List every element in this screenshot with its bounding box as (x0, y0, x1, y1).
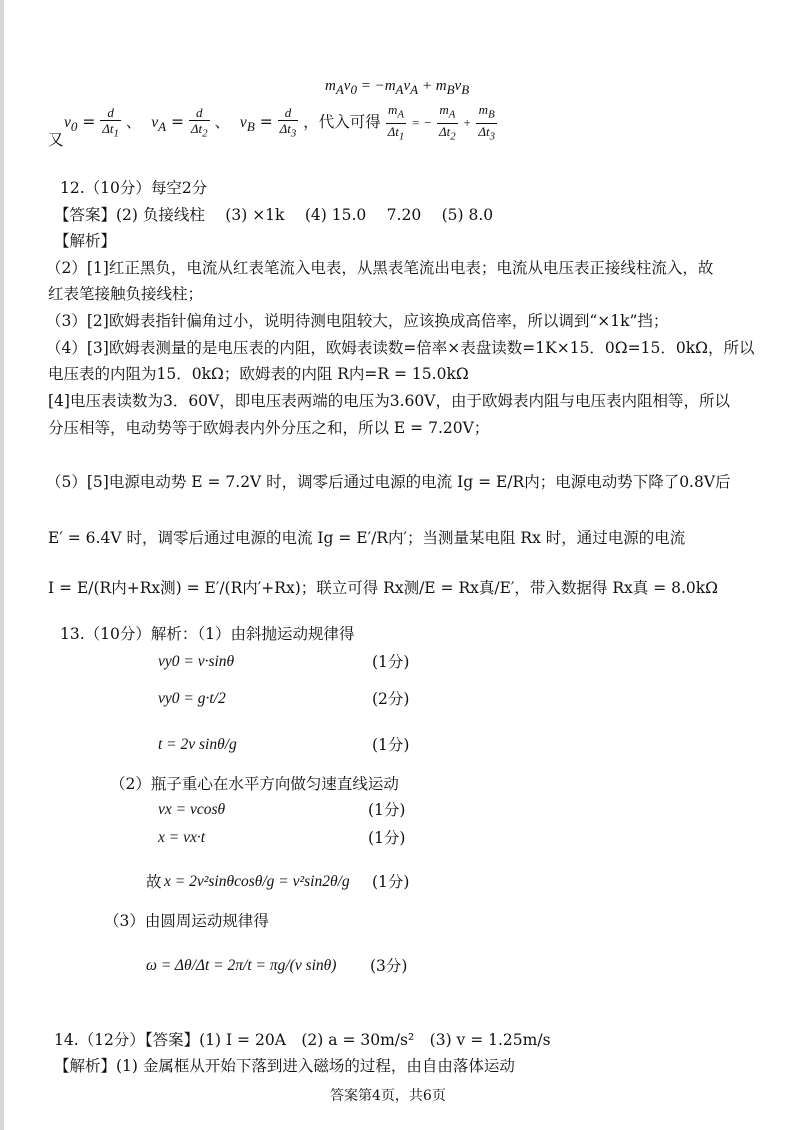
q13-eq5: x = vx·t (158, 829, 206, 846)
momentum-equation: $m_Av_0 = -m_Av_A + m_Bv_B$ (325, 78, 470, 97)
q12-answer: 【答案】(2) 负接线柱 (3) ×1k (4) 15.0 7.20 (5) 8.0 (54, 206, 494, 224)
q12-p5b: 分压相等，电动势等于欧姆表内外分压之和，所以 E = 7.20V； (48, 419, 490, 437)
q13-eq2: vy0 = g·t/2 (158, 690, 226, 707)
q12-p4: （4）[3]欧姆表测量的是电压表的内阻，欧姆表读数=倍率×表盘读数=1K×15．0Ω=15．0kΩ，所以 (46, 339, 755, 357)
q12-p2b: 红表笔接触负接线柱； (48, 285, 204, 303)
sep-1: 、 (125, 113, 142, 132)
q13-eq1: vy0 = v·sinθ (158, 653, 235, 670)
page-footer: 答案第4页，共6页 (330, 1088, 446, 1104)
q13-header: 13.（10分）解析：（1）由斜抛运动规律得 (60, 625, 355, 643)
q13-eq1-score: (1分) (372, 653, 410, 671)
q12-p4b: 电压表的内阻为15．0kΩ；欧姆表的内阻 R内=R = 15.0kΩ (48, 365, 469, 383)
q13-eq6-score: (1分) (372, 873, 410, 891)
q12-p6: （5）[5]电源电动势 E = 7.2V 时，调零后通过电源的电流 Ig = E/R内；电源电动势下降了0.8V后 (46, 473, 731, 491)
sep-2: 、 (214, 113, 231, 132)
you-label: 又 (48, 131, 64, 149)
q12-p5: [4]电压表读数为3．60V，即电压表两端的电压为3.60V，由于欧姆表内阻与电压表内阻相等，所以 (48, 392, 730, 410)
q12-p8: I = E/(R内+Rx测) = E′/(R内′+Rx)；联立可得 Rx测/E = Rx真/E′，带入数据得 Rx真 = 8.0kΩ (48, 579, 719, 597)
q13-eq6: x = 2v²sinθcosθ/g = v²sin2θ/g (164, 873, 350, 890)
substitute-text: ，代入可得 (303, 113, 381, 132)
q12-p2: （2）[1]红正黑负，电流从红表笔流入电表，从黑表笔流出电表；电流从电压表正接线柱流入，故 (46, 259, 714, 277)
q14-header: 14.（12分）【答案】(1) I = 20A (2) a = 30m/s² (3) v = 1.25m/s (54, 1031, 551, 1049)
q12-analysis-label: 【解析】 (54, 232, 117, 250)
q13-eq4: vx = vcosθ (158, 801, 226, 818)
velocity-defs: $v_0$ = $\frac{d}{\Delta t_1}$ 、 $v_A$ = $\frac{d}{\Delta t_2}$ 、 $v_B$ = $\frac{d}{\Delta t_3}$ ，代入可得 $\frac{m_A}{\Delta t_1}$ = − $\frac{m_A}{\Delta t_2}$ + $\frac{m_B}{\Delta t_3}$ (64, 102, 496, 143)
q13-eq7: ω = Δθ/Δt = 2π/t = πg/(v sinθ) (146, 957, 337, 974)
q13-part3: （3）由圆周运动规律得 (104, 912, 269, 930)
q13-eq7-score: (3分) (370, 957, 408, 975)
q12-p7: E′ = 6.4V 时，调零后通过电源的电流 Ig = E′/R内′；当测量某电阻 Rx 时，通过电源的电流 (48, 529, 686, 547)
q12-header: 12.（10分）每空2分 (60, 179, 208, 197)
q14-analysis: 【解析】(1) 金属框从开始下落到进入磁场的过程，由自由落体运动 (54, 1057, 515, 1075)
q13-eq5-score: (1分) (368, 829, 406, 847)
q13-eq4-score: (1分) (368, 801, 406, 819)
q12-p3: （3）[2]欧姆表指针偏角过小，说明待测电阻较大，应该换成高倍率，所以调到“×1k”挡； (46, 312, 669, 330)
left-scan-edge (0, 0, 4, 1130)
q13-part2: （2）瓶子重心在水平方向做匀速直线运动 (110, 775, 399, 793)
q13-eq6-prefix: 故 (146, 873, 162, 891)
q13-eq3-score: (1分) (372, 736, 410, 754)
q13-eq2-score: (2分) (372, 690, 410, 708)
q13-eq3: t = 2v sinθ/g (158, 736, 237, 753)
